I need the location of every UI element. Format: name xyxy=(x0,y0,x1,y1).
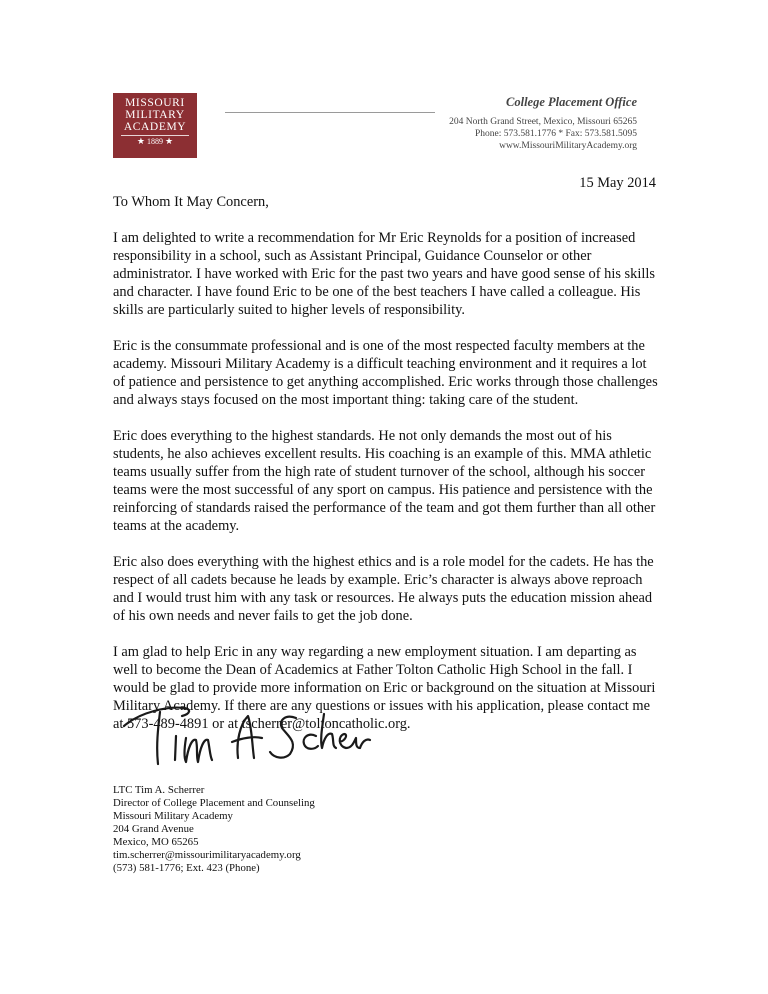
signer-email: tim.scherrer@missourimilitaryacademy.org xyxy=(113,849,301,861)
academy-logo xyxy=(113,93,197,158)
letterhead-office xyxy=(449,94,637,152)
office-phone-fax: Phone: 573.581.1776 * Fax: 573.581.5095 xyxy=(474,129,637,139)
logo-divider xyxy=(121,135,189,136)
letter-body xyxy=(113,193,658,751)
paragraph-5: I am glad to help Eric in any way regarding a new employment situation. I am departing as well to become the Dean of Academics at Father Tolton Catholic High School in the fall. I would be glad to provide more information on Eric or background on the situation at Missouri Military Academy. If there are any questions or issues with his application, please contact me at 573-489-4891 or at tscherrer@toltoncatholic.org. xyxy=(113,644,656,732)
handwritten-signature xyxy=(120,698,380,778)
signature-block xyxy=(113,784,315,875)
signer-street: 204 Grand Avenue xyxy=(113,823,194,835)
star-icon: ★ xyxy=(136,136,145,146)
paragraph-4: Eric also does everything with the highest ethics and is a role model for the cadets. He has the respect of all cadets because he leads by example. Eric’s character is always above reproach and I would trust him with any task or resources. He always puts the education mission ahead of his own needs and never fails to get the job done. xyxy=(113,554,654,624)
signer-organization: Missouri Military Academy xyxy=(113,810,233,822)
star-icon: ★ xyxy=(165,136,174,146)
signer-city: Mexico, MO 65265 xyxy=(113,836,199,848)
paragraph-2: Eric is the consummate professional and is one of the most respected faculty members at the academy. Missouri Military Academy is a difficult teaching environment and it requires a lot of patience and persistence to get anything accomplished. Eric works through those challenges and always stays focused on the most important thing: taking care of the student. xyxy=(113,338,658,408)
header-divider xyxy=(225,112,435,113)
salutation: To Whom It May Concern, xyxy=(113,194,269,210)
logo-line-1: MISSOURI xyxy=(125,97,185,109)
signer-phone: (573) 581-1776; Ext. 423 (Phone) xyxy=(113,862,260,874)
logo-line-3: ACADEMY xyxy=(123,121,187,133)
office-address: 204 North Grand Street, Mexico, Missouri 65265 xyxy=(449,117,637,127)
logo-year: 1889 xyxy=(147,137,163,146)
logo-line-2: MILITARY xyxy=(125,109,185,121)
signer-title: Director of College Placement and Counseling xyxy=(113,797,315,809)
office-website: www.MissouriMilitaryAcademy.org xyxy=(499,141,637,151)
signer-name: LTC Tim A. Scherrer xyxy=(113,784,205,796)
logo-year-row xyxy=(113,136,197,147)
letter-date: 15 May 2014 xyxy=(579,175,656,191)
paragraph-1: I am delighted to write a recommendation for Mr Eric Reynolds for a position of increased responsibility in a school, such as Assistant Principal, Guidance Counselor or other administrator. I have worked with Eric for the past two years and have good sense of his skills and character. I have found Eric to be one of the best teachers I have called a colleague. His skills are particularly suited to higher levels of responsibility. xyxy=(113,230,655,318)
office-title: College Placement Office xyxy=(506,95,637,109)
paragraph-3: Eric does everything to the highest standards. He not only demands the most out of his students, he also achieves excellent results. His coaching is an example of this. MMA athletic teams usually suffer from the high rate of student turnover of the school, although his soccer teams were the most successful of any sport on campus. His patience and persistence with the reinforcing of standards raised the performance of the team and got them further than all other teams at the academy. xyxy=(113,428,656,534)
